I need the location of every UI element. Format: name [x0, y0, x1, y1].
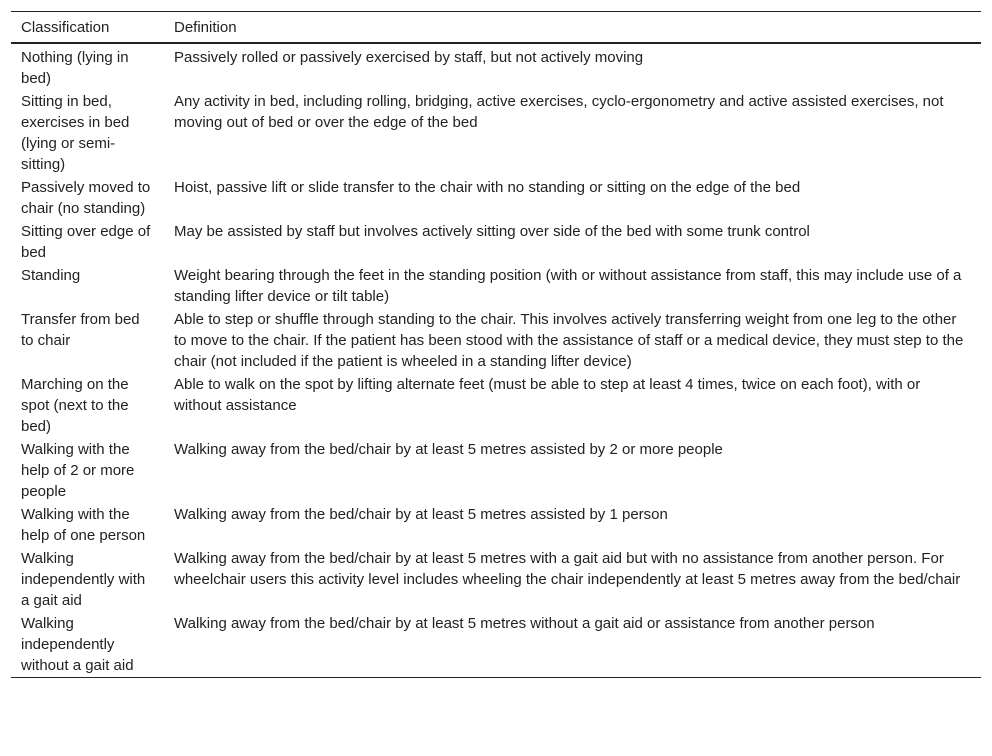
table-row [11, 176, 981, 220]
definition-cell: Able to walk on the spot by lifting alternate feet (must be able to step at least 4 times, twice on each foot), with or without assistance [174, 376, 921, 414]
classification-cell: Marching on the spot (next to the bed) [21, 376, 129, 435]
table-row [11, 438, 981, 503]
table-row [11, 90, 981, 176]
activity-classification-table-container [11, 11, 981, 678]
table-row [11, 220, 981, 264]
table-header-row [11, 12, 981, 44]
table-row [11, 612, 981, 678]
definition-cell: Passively rolled or passively exercised by staff, but not actively moving [174, 49, 644, 66]
table-row [11, 503, 981, 547]
classification-cell: Sitting over edge of bed [21, 223, 151, 261]
classification-cell: Nothing (lying in bed) [21, 49, 129, 87]
table-row [11, 308, 981, 373]
table-body [11, 43, 981, 678]
definition-cell: Able to step or shuffle through standing to the chair. This involves actively transferring weight from one leg to the other to move to the chair. If the patient has been stood with the assistance of staff or a medical device, they must step to the chair (not included if the patient is wheeled in a standing lifter device) [174, 311, 964, 370]
table-header [11, 12, 981, 44]
definition-cell: Walking away from the bed/chair by at least 5 metres assisted by 1 person [174, 506, 668, 523]
activity-classification-table [11, 11, 981, 678]
definition-cell: Walking away from the bed/chair by at least 5 metres assisted by 2 or more people [174, 441, 723, 458]
classification-cell: Transfer from bed to chair [21, 311, 140, 349]
header-definition: Definition [174, 18, 237, 36]
classification-cell: Walking independently without a gait aid [21, 615, 134, 674]
classification-cell: Standing [21, 267, 81, 284]
table-row [11, 547, 981, 612]
definition-cell: Any activity in bed, including rolling, bridging, active exercises, cyclo-ergonometry and active assisted exercises, not moving out of bed or over the edge of the bed [174, 93, 944, 131]
table-row [11, 43, 981, 90]
definition-cell: Walking away from the bed/chair by at least 5 metres with a gait aid but with no assistance from another person. For wheelchair users this activity level includes wheeling the chair independently at least 5 metres away from the bed/chair [174, 550, 961, 588]
classification-cell: Walking independently with a gait aid [21, 550, 146, 609]
classification-cell: Passively moved to chair (no standing) [21, 179, 151, 217]
definition-cell: Walking away from the bed/chair by at least 5 metres without a gait aid or assistance from another person [174, 615, 875, 632]
definition-cell: Hoist, passive lift or slide transfer to the chair with no standing or sitting on the edge of the bed [174, 179, 801, 196]
table-row [11, 373, 981, 438]
classification-cell: Walking with the help of one person [21, 506, 146, 544]
definition-cell: Weight bearing through the feet in the standing position (with or without assistance from staff, this may include use of a standing lifter device or tilt table) [174, 267, 962, 305]
classification-cell: Walking with the help of 2 or more people [21, 441, 135, 500]
table-row [11, 264, 981, 308]
header-classification: Classification [21, 18, 110, 36]
definition-cell: May be assisted by staff but involves actively sitting over side of the bed with some trunk control [174, 223, 810, 240]
classification-cell: Sitting in bed, exercises in bed (lying or semi-sitting) [21, 93, 130, 173]
